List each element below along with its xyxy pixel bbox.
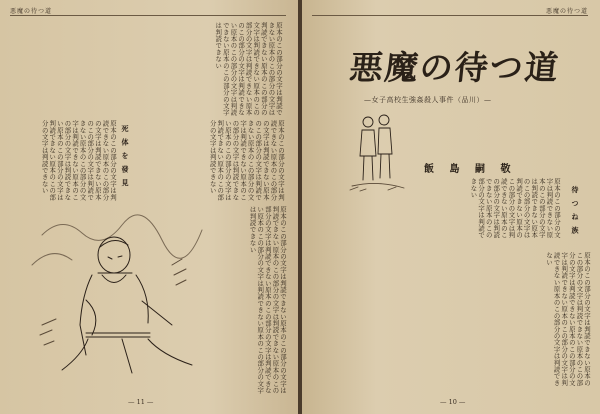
body-text-upper-left: [10, 22, 282, 118]
body-text-lower-right: 原本のこの部分の文字は判読できない原本のこの部分の文字は判読できない原本のこの部分の文字は判読できない原本のこの部分の文字は判読できない原本のこの部分の文字は判読できない原本のこの部分の文字は判読できない原本のこの部分の文字は判読できない: [248, 206, 287, 394]
running-head-left: 悪魔の待つ道: [10, 8, 53, 15]
article-title: 悪魔の待つ道: [347, 48, 562, 87]
body-text-right-lower: 原本のこの部分の文字は判読できない原本のこの部分の文字は判読できない原本のこの部分の文字は判読できない原本のこの部分の文字は判読できない原本のこの部分の文字は判読できない原本のこの部分の文字は判読できない: [545, 252, 591, 386]
body-text-mid-right: 原本のこの部分の文字は判読できない原本のこの部分の文字は判読できない原本のこの部分の文字は判読できない原本のこの部分の文字は判読できない原本のこの部分の文字は判読できない原本のこの部分の文字は判読できない原本のこの部分の文字は判読できない: [208, 120, 285, 201]
section-heading-left: 死 体 を 發 見: [121, 125, 130, 188]
seated-man-illustration: [22, 205, 212, 380]
header-rule: [312, 15, 588, 16]
body-text-mid-left: 原本のこの部分の文字は判読できない原本のこの部分の文字は判読できない原本のこの部分の文字は判読できない原本のこの部分の文字は判読できない原本のこの部分の文字は判読できない原本のこの部分の文字は判読できない原本のこの部分の文字は判読できない: [40, 120, 117, 201]
body-text: 原本のこの部分の文字は判読できない原本のこの部分の文字は判読できない原本のこの部分の文字は判読できない原本のこの部分の文字は判読できない原本のこの部分の文字は判読できない原本のこの部分の文字は判読できない原本のこの部分の文字は判読できない: [214, 22, 283, 116]
section-heading-right: 待 つ ね 族: [571, 186, 580, 236]
page-number-right: — 10 —: [440, 398, 466, 406]
right-page: [302, 0, 600, 414]
body-text-right-upper: 原本のこの部分の文字は判読できない原本のこの部分の文字は判読できない原本のこの部分の文字は判読できない原本のこの部分の文字は判読できない原本のこの部分の文字は判読できない原本のこの部分の文字は判読できない: [469, 178, 561, 239]
author-name: 飯 島 嗣 敬: [424, 164, 517, 175]
left-page: [0, 0, 298, 414]
header-rule: [10, 15, 286, 16]
page-number-left: — 11 —: [128, 398, 154, 406]
running-head-right: 悪魔の待つ道: [545, 8, 588, 15]
article-subtitle: —女子高校生強姦殺人事件（品川）—: [364, 96, 492, 104]
